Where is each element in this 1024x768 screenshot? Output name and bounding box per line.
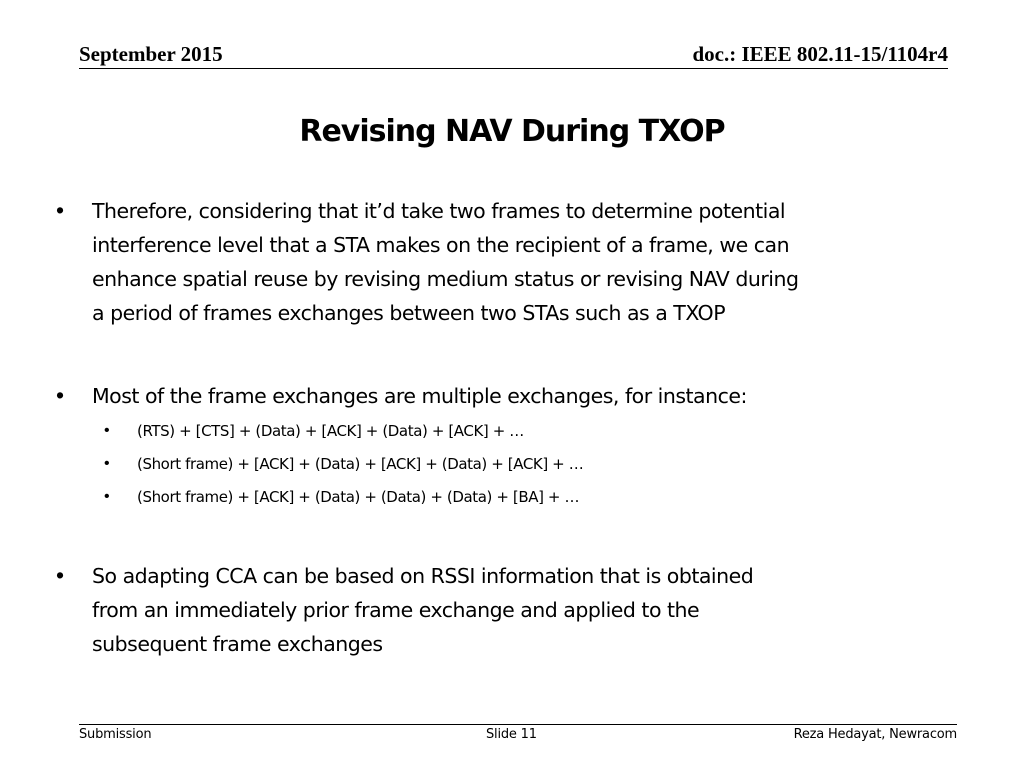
bullet-line: Most of the frame exchanges are multiple exchanges, for instance: — [92, 384, 747, 408]
bullet-item-3 — [92, 559, 942, 661]
bullet-line: subsequent frame exchanges — [92, 632, 383, 656]
bullet-line: So adapting CCA can be based on RSSI information that is obtained — [92, 564, 754, 588]
bullet-marker: • — [56, 382, 65, 408]
sub-bullet-marker: • — [104, 455, 110, 472]
bullet-marker: • — [56, 562, 65, 588]
slide-header — [79, 42, 948, 70]
sub-bullet-marker: • — [104, 488, 110, 505]
sub-item-2: (Short frame) + [ACK] + (Data) + [ACK] + (Data) + [ACK] + … — [137, 455, 584, 473]
bullet-item-2 — [92, 379, 942, 413]
bullet-marker: • — [56, 197, 65, 223]
header-doc-id: doc.: IEEE 802.11-15/1104r4 — [692, 42, 948, 66]
bullet-item-1 — [92, 194, 942, 330]
sub-item-1: (RTS) + [CTS] + (Data) + [ACK] + (Data) + [ACK] + … — [137, 422, 524, 440]
footer-submission: Submission — [79, 727, 152, 742]
bullet-line: interference level that a STA makes on the recipient of a frame, we can — [92, 233, 790, 257]
footer-divider — [79, 724, 957, 725]
footer-author: Reza Hedayat, Newracom — [793, 727, 957, 742]
bullet-line: a period of frames exchanges between two STAs such as a TXOP — [92, 301, 726, 325]
bullet-line: enhance spatial reuse by revising medium status or revising NAV during — [92, 267, 799, 291]
header-date: September 2015 — [79, 42, 223, 66]
bullet-line: from an immediately prior frame exchange and applied to the — [92, 598, 700, 622]
footer-slide-number: Slide 11 — [486, 727, 537, 742]
header-divider — [79, 68, 948, 69]
sub-item-3: (Short frame) + [ACK] + (Data) + (Data) + (Data) + [BA] + … — [137, 488, 580, 506]
slide-title: Revising NAV During TXOP — [299, 114, 725, 149]
bullet-line: Therefore, considering that it’d take two frames to determine potential — [92, 199, 786, 223]
sub-bullet-marker: • — [104, 422, 110, 439]
